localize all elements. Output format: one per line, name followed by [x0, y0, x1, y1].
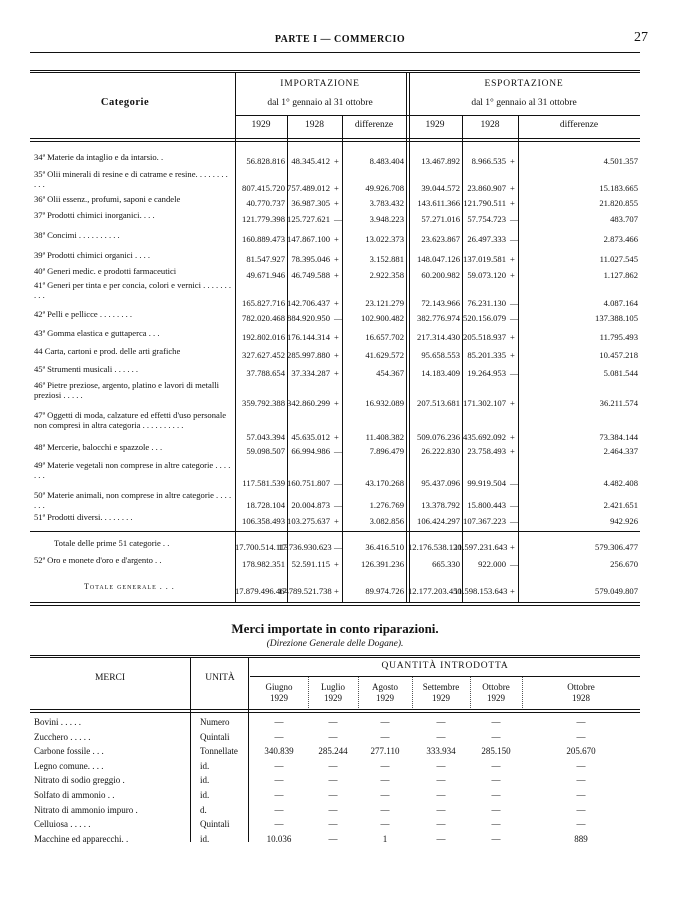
quantity-cell: — [274, 760, 284, 771]
year-label: 1929 [270, 693, 288, 703]
quantity-cell: 333.934 [426, 746, 456, 757]
category-label: 40ª Generi medic. e prodotti farmaceutici [34, 266, 177, 276]
merce-label: Nitrato di ammonio impuro . [34, 804, 138, 815]
category-label: 48ª Mercerie, balocchi e spazzole . . . [34, 442, 163, 452]
cell-e29: 382.776.974 [417, 313, 460, 323]
cell-i28: 45.635.012 [291, 432, 330, 442]
unita-label: id. [200, 775, 210, 786]
quantity-cell: — [380, 717, 390, 727]
category-label: 49ª Materie vegetali non comprese in altre categorie . . . . . . . [34, 460, 231, 480]
quantity-cell: — [274, 731, 284, 742]
cell-ed: 10.457.218 [599, 350, 638, 360]
cell-e28: 8.966.535 [471, 156, 506, 166]
cell-i29: 807.415.720 [242, 183, 285, 193]
quantity-cell: — [274, 717, 284, 727]
cell-es: — [510, 368, 519, 378]
cell-e28: 435.692.092 [463, 432, 506, 442]
merce-label: Legno comune. . . . [34, 760, 104, 771]
cell-is: + [334, 432, 339, 442]
cell-ed: 11.795.493 [599, 332, 638, 342]
cell-i28: 160.751.807 [287, 478, 330, 488]
esp-title: ESPORTAZIONE [484, 79, 564, 89]
cell-id: 49.926.708 [365, 183, 404, 193]
cell-e28: 59.073.120 [467, 270, 506, 280]
quantity-cell: — [436, 717, 446, 727]
cell-i28: 36.987.305 [291, 198, 330, 208]
cell-es: + [510, 432, 515, 442]
imp-diff: differenze [354, 120, 394, 130]
quantity-cell: — [491, 833, 501, 844]
merce-label: Solfato di ammonio . . [34, 790, 115, 800]
cell-e28: 11.598.153.643 [454, 586, 508, 596]
category-label: Totale delle prime 51 categorie . . [54, 538, 170, 548]
category-label: 45ª Strumenti musicali . . . . . . [34, 364, 139, 374]
cell-is: + [334, 234, 339, 244]
quantity-cell: — [328, 775, 338, 786]
cell-ed: 1.127.862 [603, 270, 638, 280]
cell-i28: 285.997.880 [287, 350, 330, 360]
cell-id: 43.170.268 [365, 478, 404, 488]
quantity-cell: — [328, 790, 338, 800]
imp-year-1928: 1928 [305, 120, 324, 130]
cell-is: + [334, 332, 339, 342]
quantity-cell: 285.244 [318, 746, 348, 757]
esp-year-1929: 1929 [425, 120, 445, 130]
cell-id: 41.629.572 [365, 350, 404, 360]
cell-is: — [334, 446, 343, 456]
cell-is: + [334, 516, 339, 526]
col-quantita: QUANTITÀ INTRODOTTA [381, 661, 509, 671]
unita-label: id. [200, 790, 210, 800]
cell-es: + [510, 398, 515, 408]
cell-e29: 665.330 [432, 559, 460, 569]
quantity-cell: — [328, 717, 338, 727]
quantity-cell: — [576, 775, 586, 786]
cell-e28: 57.754.723 [467, 214, 506, 224]
cell-i28: 147.867.100 [287, 234, 330, 244]
cell-e28: 85.201.335 [467, 350, 506, 360]
month-label: Settembre [422, 682, 460, 692]
cell-i28: 66.994.986 [291, 446, 330, 456]
cell-e28: 121.790.511 [463, 198, 506, 208]
quantity-cell: 205.670 [566, 746, 596, 757]
section2-subtitle: (Direzione Generale delle Dogane). [266, 639, 404, 649]
imp-title: IMPORTAZIONE [280, 79, 360, 89]
cell-id: 102.900.482 [361, 313, 404, 323]
cell-ed: 5.081.544 [603, 368, 638, 378]
cell-es: + [510, 183, 515, 193]
cell-i28: 342.860.299 [287, 398, 330, 408]
cell-i29: 106.358.493 [242, 516, 285, 526]
cell-i29: 165.827.716 [242, 298, 285, 308]
cell-es: + [510, 270, 515, 280]
quantity-cell: — [274, 775, 284, 786]
cell-id: 454.367 [376, 368, 404, 378]
cell-e29: 39.044.572 [421, 183, 460, 193]
cell-e29: 12.177.203.450 [408, 586, 462, 596]
cell-is: + [334, 183, 339, 193]
cell-ed: 15.183.665 [599, 183, 638, 193]
cell-e29: 207.513.681 [417, 398, 460, 408]
month-label: Ottobre [482, 682, 510, 692]
cell-i29: 192.802.016 [242, 332, 285, 342]
cell-e29: 26.222.830 [421, 446, 460, 456]
cell-es: + [510, 332, 515, 342]
cell-ed: 4.482.408 [603, 478, 638, 488]
cell-e28: 23.758.493 [467, 446, 506, 456]
cell-ed: 483.707 [610, 214, 638, 224]
category-label: 46ª Pietre preziose, argento, platino e lavori di metalli preziosi . . . . . [34, 380, 220, 400]
cell-id: 3.082.856 [369, 516, 404, 526]
cell-is: + [334, 298, 339, 308]
quantity-cell: 10.036 [266, 833, 292, 844]
quantity-cell: — [576, 760, 586, 771]
cell-is: — [334, 313, 343, 323]
cell-e29: 13.378.792 [421, 500, 460, 510]
cell-ed: 2.873.466 [603, 234, 638, 244]
esp-year-1928: 1928 [480, 120, 500, 130]
cell-es: + [510, 156, 515, 166]
cell-id: 1.276.769 [369, 500, 404, 510]
cell-ed: 21.820.855 [599, 198, 638, 208]
category-label: 38ª Concimi . . . . . . . . . . [34, 230, 120, 240]
esp-diff: differenze [559, 120, 599, 130]
cell-is: — [334, 542, 343, 552]
quantity-cell: — [380, 775, 390, 786]
cell-id: 3.783.432 [369, 198, 404, 208]
cell-e28: 76.231.130 [467, 298, 506, 308]
cell-e28: 137.019.581 [463, 254, 506, 264]
cell-e28: 205.518.937 [463, 332, 506, 342]
merce-label: Zucchero . . . . . [34, 731, 91, 742]
quantity-cell: — [491, 760, 501, 771]
header-rule [30, 52, 640, 53]
cell-i29: 160.889.473 [242, 234, 285, 244]
cell-id: 89.974.726 [365, 586, 404, 596]
cell-es: — [510, 516, 519, 526]
category-label: 39ª Prodotti chimici organici . . . . [34, 250, 151, 260]
quantity-cell: — [491, 790, 501, 800]
col-unita: UNITÀ [205, 673, 235, 683]
quantity-cell: — [491, 717, 501, 727]
merce-label: Carbone fossile . . . [34, 746, 104, 757]
unita-label: Numero [200, 717, 230, 727]
cell-i29: 37.788.654 [246, 368, 285, 378]
cell-i29: 782.020.468 [242, 313, 285, 323]
esp-period: dal 1° gennaio al 31 ottobre [471, 98, 577, 108]
cell-e29: 143.611.366 [417, 198, 460, 208]
cell-ed: 36.211.574 [599, 398, 638, 408]
cell-es: — [510, 478, 519, 488]
cell-is: + [334, 368, 339, 378]
cell-ed: 2.421.651 [603, 500, 638, 510]
cell-e29: 14.183.409 [421, 368, 460, 378]
quantity-cell: — [436, 790, 446, 800]
cell-i29: 40.770.737 [246, 198, 285, 208]
year-label: 1929 [376, 693, 394, 703]
cell-e28: 19.264.953 [467, 368, 506, 378]
cell-i29: 178.982.351 [242, 559, 285, 569]
cell-i28: 142.706.437 [287, 298, 330, 308]
cell-es: — [510, 234, 519, 244]
quantity-cell: — [491, 775, 501, 786]
quantity-cell: — [436, 775, 446, 786]
merce-label: Celluiosa . . . . . [34, 819, 91, 830]
category-label: 35ª Olii minerali di resine e di catrame e resine. . . . . . . . . . . [34, 169, 228, 189]
cell-i29: 17.700.514.113 [235, 542, 289, 552]
quantity-cell: — [328, 833, 338, 844]
cell-e28: 171.302.107 [463, 398, 506, 408]
cell-id: 126.391.236 [361, 559, 404, 569]
year-label: 1928 [572, 693, 590, 703]
quantity-cell: — [436, 760, 446, 771]
category-label: 43ª Gomma elastica e guttaperca . . . [34, 328, 160, 338]
cell-i29: 327.627.452 [242, 350, 285, 360]
category-label: 47ª Oggetti di moda, calzature ed effetti d'uso personale non compresi in altra categoria . . . . . . . . . . [34, 410, 227, 430]
unita-label: Quintali [200, 819, 230, 830]
cell-is: + [334, 559, 339, 569]
cell-i28: 78.395.046 [291, 254, 330, 264]
cell-es: + [510, 350, 515, 360]
cell-e29: 95.437.096 [421, 478, 460, 488]
cell-i29: 57.043.394 [246, 432, 285, 442]
cell-i29: 117.581.539 [242, 478, 285, 488]
quantity-cell: — [274, 819, 284, 830]
cell-e29: 60.200.982 [421, 270, 460, 280]
cell-es: — [510, 298, 519, 308]
quantity-cell: 889 [574, 833, 588, 844]
cell-id: 36.416.510 [365, 542, 404, 552]
cell-e28: 26.497.333 [467, 234, 506, 244]
cell-e28: 23.860.907 [467, 183, 506, 193]
imp-year-1929: 1929 [251, 120, 271, 130]
cell-es: + [510, 586, 515, 596]
quantity-cell: 277.110 [370, 746, 400, 757]
cell-es: — [510, 500, 519, 510]
cell-es: — [510, 559, 519, 569]
cell-i28: 52.591.115 [291, 559, 330, 569]
cell-ed: 4.087.164 [603, 298, 638, 308]
cell-i28: 46.749.588 [291, 270, 330, 280]
unita-label: Tonnellate [200, 746, 238, 757]
quantity-cell: — [328, 760, 338, 771]
cell-ed: 579.306.477 [595, 542, 638, 552]
unita-label: Quintali [200, 731, 230, 742]
cell-id: 8.483.404 [369, 156, 404, 166]
cell-id: 2.922.358 [369, 270, 404, 280]
cell-ed: 942.926 [610, 516, 638, 526]
category-label: 34ª Materie da intaglio e da intarsio. . [34, 152, 164, 162]
cell-i28: 176.144.314 [287, 332, 330, 342]
category-label: Totale generale . . . [84, 582, 175, 591]
quantity-cell: — [491, 804, 501, 815]
cell-i29: 59.098.507 [246, 446, 285, 456]
category-label: 36ª Olii essenz., profumi, saponi e candele [34, 194, 181, 204]
cell-id: 3.152.881 [369, 254, 404, 264]
cell-i29: 81.547.927 [246, 254, 285, 264]
cell-e29: 509.076.236 [417, 432, 460, 442]
cell-i28: 48.345.412 [291, 156, 330, 166]
category-label: 44 Carta, cartoni e prod. delle arti grafiche [34, 346, 181, 356]
quantity-cell: — [380, 819, 390, 830]
cell-e29: 23.623.867 [421, 234, 460, 244]
cell-i28: 884.920.950 [287, 313, 330, 323]
quantity-cell: — [436, 833, 446, 844]
cell-ed: 256.670 [610, 559, 638, 569]
quantity-cell: — [436, 731, 446, 742]
cell-i29: 359.792.388 [242, 398, 285, 408]
cell-es: + [510, 198, 515, 208]
quantity-cell: — [576, 804, 586, 815]
cell-ed: 2.464.337 [603, 446, 638, 456]
quantity-cell: — [436, 819, 446, 830]
cell-i28: 103.275.637 [287, 516, 330, 526]
quantity-cell: — [380, 731, 390, 742]
cell-e28: 99.919.504 [467, 478, 506, 488]
cell-es: + [510, 446, 515, 456]
cell-id: 23.121.279 [365, 298, 404, 308]
quantity-cell: 340.839 [264, 746, 294, 757]
category-label: 51ª Prodotti diversi. . . . . . . . [34, 512, 133, 522]
cell-e29: 95.658.553 [421, 350, 460, 360]
month-label: Giugno [265, 682, 293, 692]
month-label: Agosto [371, 682, 398, 692]
section2-title: Merci importate in conto riparazioni. [231, 621, 439, 636]
year-label: 1929 [324, 693, 342, 703]
cell-i28: 125.727.621 [287, 214, 330, 224]
merce-label: Bovini . . . . . [34, 717, 82, 727]
quantity-cell: — [328, 731, 338, 742]
cell-is: — [334, 214, 343, 224]
cell-id: 7.896.479 [369, 446, 404, 456]
quantity-cell: — [576, 731, 586, 742]
cell-i29: 121.779.398 [242, 214, 285, 224]
cell-i28: 37.334.287 [291, 368, 330, 378]
cell-ed: 137.388.105 [595, 313, 638, 323]
quantity-cell: — [380, 790, 390, 800]
category-label: 42ª Pelli e pellicce . . . . . . . . [34, 309, 133, 319]
unita-label: id. [200, 760, 210, 771]
category-label: 50ª Materie animali, non comprese in altre categorie . . . . . . . [34, 490, 232, 510]
page-number: 27 [634, 30, 648, 45]
cell-ed: 11.027.545 [599, 254, 638, 264]
cell-i29: 17.879.496.464 [235, 586, 289, 596]
cell-e29: 72.143.966 [421, 298, 460, 308]
cell-e29: 217.314.430 [417, 332, 460, 342]
cell-is: + [334, 156, 339, 166]
year-label: 1929 [487, 693, 505, 703]
cell-e29: 57.271.016 [421, 214, 460, 224]
cell-es: — [510, 214, 519, 224]
cell-e29: 12.176.538.120 [408, 542, 462, 552]
cell-is: + [334, 198, 339, 208]
cell-e28: 922.000 [478, 559, 506, 569]
cell-is: — [334, 500, 343, 510]
quantity-cell: — [436, 804, 446, 815]
cell-i28: 17.789.521.738 [278, 586, 332, 596]
cell-e28: 15.800.443 [467, 500, 506, 510]
cell-id: 13.022.373 [365, 234, 404, 244]
unita-label: id. [200, 833, 210, 844]
cell-is: + [334, 270, 339, 280]
cell-e29: 106.424.297 [417, 516, 460, 526]
cell-id: 3.948.223 [369, 214, 404, 224]
col-categorie: Categorie [100, 97, 150, 108]
quantity-cell: 285.150 [481, 746, 511, 757]
month-label: Luglio [321, 682, 345, 692]
cell-e29: 148.047.126 [417, 254, 460, 264]
cell-i28: 20.004.873 [291, 500, 330, 510]
merce-label: Nitrato di sodio greggio . [34, 775, 125, 786]
quantity-cell: — [576, 717, 586, 727]
merce-label: Macchine ed apparecchi. . [34, 833, 129, 844]
category-label: 37ª Prodotti chimici inorganici. . . . [34, 210, 155, 220]
cell-is: + [334, 398, 339, 408]
cell-ed: 73.384.144 [599, 432, 638, 442]
cell-i28: 757.489.012 [287, 183, 330, 193]
quantity-cell: — [328, 819, 338, 830]
cell-e29: 13.467.892 [421, 156, 460, 166]
cell-i29: 49.671.946 [246, 270, 285, 280]
cell-is: + [334, 586, 339, 596]
cell-i29: 56.828.816 [246, 156, 285, 166]
month-label: Ottobre [567, 682, 595, 692]
category-label: 52ª Oro e monete d'oro e d'argento . . [34, 555, 162, 565]
table-top-rule [30, 70, 640, 73]
quantity-cell: — [491, 731, 501, 742]
cell-is: — [334, 478, 343, 488]
cell-es: + [510, 542, 515, 552]
cell-id: 16.932.089 [365, 398, 404, 408]
quantity-cell: — [576, 819, 586, 830]
quantity-cell: 1 [382, 833, 388, 844]
cell-es: — [510, 313, 519, 323]
cell-es: + [510, 254, 515, 264]
quantity-cell: — [380, 760, 390, 771]
quantity-cell: — [274, 804, 284, 815]
cell-e28: 107.367.223 [463, 516, 506, 526]
cell-ed: 579.049.807 [595, 586, 638, 596]
running-header [40, 30, 648, 48]
category-label: 41ª Generi per tinta e per concia, colori e vernici . . . . . . . . . . [34, 280, 232, 300]
quantity-cell: — [274, 790, 284, 800]
cell-is: + [334, 254, 339, 264]
unita-label: d. [200, 804, 207, 815]
section-title: PARTE I — COMMERCIO [274, 34, 406, 45]
cell-e28: 11.597.231.643 [454, 542, 508, 552]
col-merci: MERCI [94, 673, 126, 683]
quantity-cell: — [328, 804, 338, 815]
quantity-cell: — [576, 790, 586, 800]
cell-id: 16.657.702 [365, 332, 404, 342]
quantity-cell: — [380, 804, 390, 815]
year-label: 1929 [432, 693, 450, 703]
cell-e28: 520.156.079 [463, 313, 506, 323]
quantity-cell: — [491, 819, 501, 830]
cell-i28: 17.736.930.623 [278, 542, 332, 552]
cell-is: + [334, 350, 339, 360]
cell-id: 11.408.382 [365, 432, 404, 442]
imp-period: dal 1° gennaio al 31 ottobre [267, 98, 373, 108]
cell-i29: 18.728.104 [246, 500, 285, 510]
cell-ed: 4.501.357 [603, 156, 638, 166]
